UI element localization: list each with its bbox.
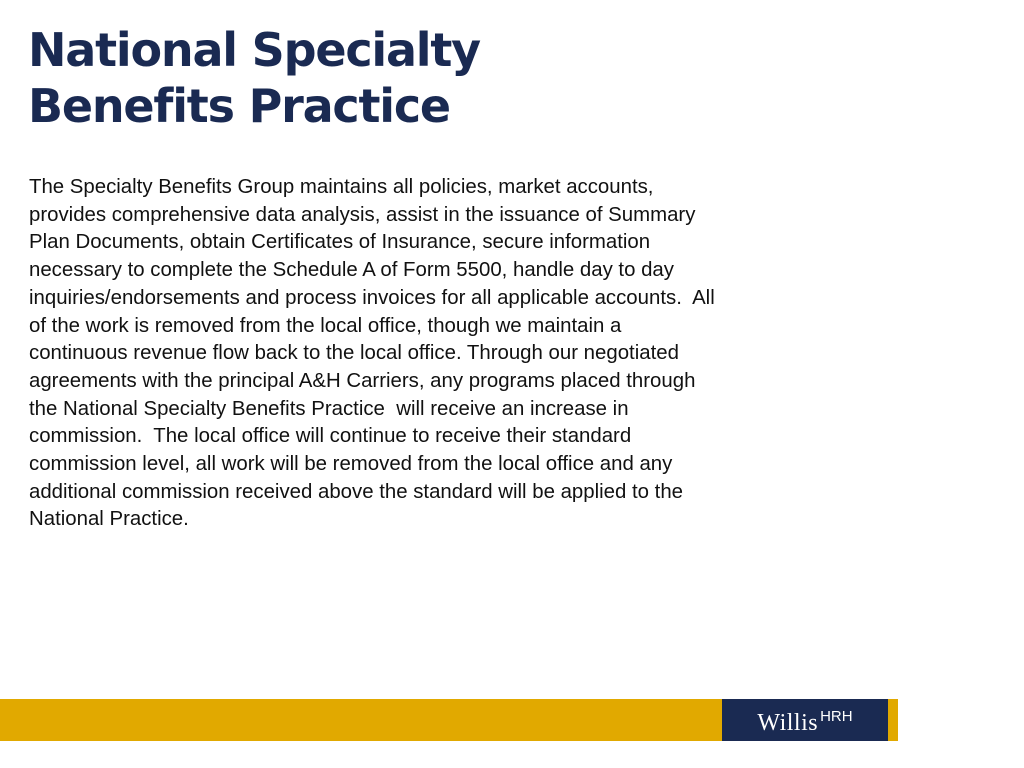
- body-line: inquiries/endorsements and process invoices for all applicable accounts. All: [29, 286, 715, 309]
- slide-title-line-2: Benefits Practice: [28, 79, 450, 134]
- body-line: necessary to complete the Schedule A of Form 5500, handle day to day: [29, 259, 674, 282]
- body-line: commission level, all work will be removed from the local office and any: [29, 453, 673, 476]
- body-line: commission. The local office will continue to receive their standard: [29, 425, 632, 448]
- logo-wordmark: Willis: [757, 709, 819, 736]
- slide-title-line-1: National Specialty: [28, 23, 480, 77]
- body-line: Plan Documents, obtain Certificates of Insurance, secure information: [29, 231, 651, 254]
- body-line: continuous revenue flow back to the local office. Through our negotiated: [29, 342, 679, 365]
- body-line: agreements with the principal A&H Carriers, any programs placed through: [29, 369, 696, 392]
- willis-hrh-logo: [722, 699, 888, 741]
- body-line: additional commission received above the standard will be applied to the: [29, 480, 684, 503]
- logo-suffix: HRH: [820, 707, 853, 725]
- body-line: the National Specialty Benefits Practice will receive an increase in: [29, 397, 629, 420]
- body-line: The Specialty Benefits Group maintains all policies, market accounts,: [29, 176, 654, 198]
- slide-title: [28, 22, 728, 134]
- body-line: provides comprehensive data analysis, assist in the issuance of Summary: [29, 203, 696, 226]
- body-line: National Practice.: [29, 508, 189, 531]
- body-line: of the work is removed from the local office, though we maintain a: [29, 314, 622, 337]
- slide-body-text: [29, 174, 899, 534]
